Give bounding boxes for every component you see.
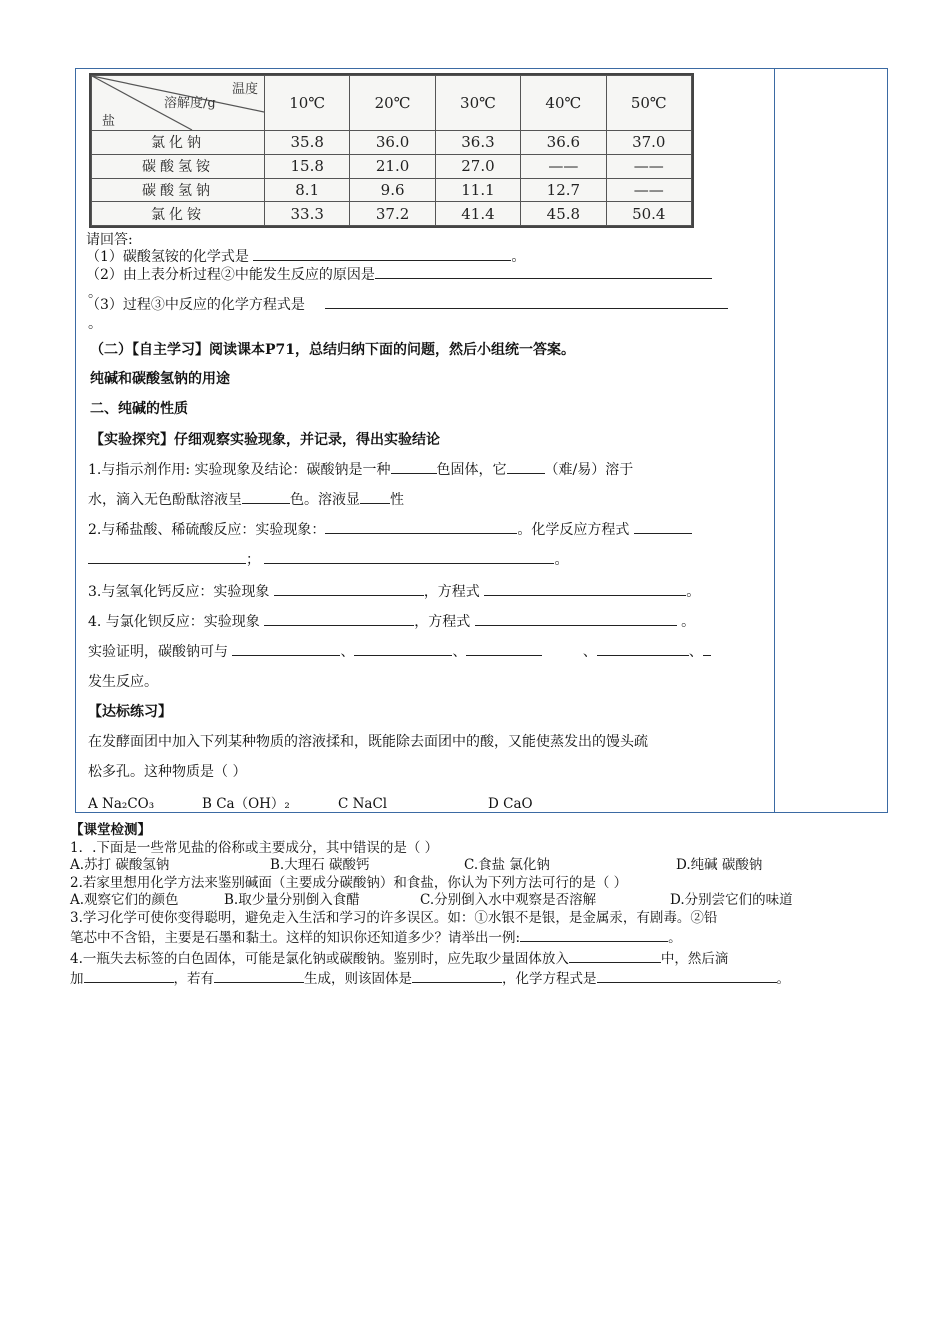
option-a[interactable]: A Na₂CO₃ (88, 796, 155, 812)
check-question-1: 1．.下面是一些常见盐的俗称或主要成分，其中错误的是（ ） (70, 839, 439, 856)
salt-name: 碳酸氢钠 (92, 178, 265, 202)
experiment-heading: 【实验探究】仔细观察实验现象，并记录，得出实验结论 (90, 432, 440, 448)
answer-blank[interactable] (253, 246, 511, 261)
salt-label: 盐 (102, 114, 116, 129)
check-question-3-line-2: 笔芯中不含铅，主要是石墨和黏土。这样的知识你还知道多少？请举出一例: 。 (70, 927, 900, 948)
column-divider (774, 69, 775, 812)
experiment-4: 4. 与氯化钡反应：实验现象 ，方程式 。 (88, 611, 695, 631)
salt-name: 氯化铵 (92, 202, 265, 226)
table-cell: 37.2 (350, 202, 435, 226)
check-question-2-options (70, 892, 900, 910)
table-cell: 11.1 (435, 178, 520, 202)
table-cell: 33.3 (265, 202, 350, 226)
answer-blank[interactable] (325, 519, 517, 534)
option-b[interactable]: B.取少量分别倒入食醋 (224, 892, 360, 908)
practice-question-line-2: 松多孔。这种物质是（ ） (88, 764, 247, 780)
table-cell: 9.6 (350, 178, 435, 202)
table-cell: 21.0 (350, 154, 435, 178)
answer-intro: 请回答: (86, 232, 133, 248)
question-1: （1）碳酸氢铵的化学式是 。 (86, 246, 525, 266)
table-row (92, 131, 692, 155)
experiment-3: 3.与氢氧化钙反应：实验现象 ，方程式 。 (88, 581, 700, 601)
experiment-1-line-2: 水，滴入无色酚酞溶液呈 色。溶液显 性 (88, 489, 404, 509)
self-study-heading: （二）【自主学习】阅读课本P71，总结归纳下面的问题，然后小组统一答案。 (90, 342, 576, 358)
answer-blank[interactable] (264, 611, 414, 626)
option-b[interactable]: B Ca（OH）₂ (202, 796, 290, 812)
table-row (92, 202, 692, 226)
check-question-2: 2.若家里想用化学方法来鉴别碱面（主要成分碳酸钠）和食盐，你认为下列方法可行的是（ ） (70, 874, 628, 891)
answer-blank[interactable] (703, 641, 711, 656)
section-2-heading: 二、纯碱的性质 (90, 401, 188, 417)
table-cell: 36.0 (350, 131, 435, 155)
check-question-1-options (70, 857, 900, 875)
table-diagonal-header (92, 76, 265, 131)
answer-blank[interactable] (84, 968, 174, 983)
answer-blank[interactable] (214, 968, 304, 983)
answer-blank[interactable] (597, 968, 777, 983)
check-question-3-line-1: 3.学习化学可使你变得聪明，避免走入生活和学习的许多误区。如：①水银不是银，是金属汞，有剧毒。②铅 (70, 909, 718, 926)
question-3-end: 。 (88, 316, 102, 332)
solubility-table (91, 75, 692, 226)
check-question-4-line-1: 4.一瓶失去标签的白色固体，可能是氯化钠或碳酸钠。鉴别时，应先取少量固体放入 中，然后滴 (70, 948, 900, 969)
answer-blank[interactable] (484, 581, 686, 596)
table-cell: 12.7 (521, 178, 606, 202)
option-c[interactable]: C.食盐 氯化钠 (464, 857, 550, 873)
answer-blank[interactable] (354, 641, 452, 656)
answer-blank[interactable] (391, 459, 437, 474)
check-question-4-line-2: 加 ，若有 生成，则该固体是 ，化学方程式是 。 (70, 968, 900, 989)
experiment-2-line-1: 2.与稀盐酸、稀硫酸反应：实验现象： 。化学反应方程式 (88, 519, 692, 539)
worksheet-frame (75, 68, 888, 813)
answer-blank[interactable] (325, 294, 728, 309)
option-d[interactable]: D.分别尝它们的味道 (670, 892, 793, 908)
option-d[interactable]: D CaO (488, 796, 533, 812)
option-b[interactable]: B.大理石 碳酸钙 (270, 857, 370, 873)
answer-blank[interactable] (264, 549, 554, 564)
option-a[interactable]: A.观察它们的颜色 (70, 892, 179, 908)
answer-blank[interactable] (360, 489, 390, 504)
experiment-proof: 实验证明，碳酸钠可与 、 、 、 、 (88, 641, 711, 661)
practice-options (88, 792, 533, 812)
salt-name: 碳酸氢铵 (92, 154, 265, 178)
table-cell: 36.3 (435, 131, 520, 155)
answer-blank[interactable] (242, 489, 290, 504)
option-c[interactable]: C NaCl (338, 796, 388, 812)
table-cell: 27.0 (435, 154, 520, 178)
table-cell: 41.4 (435, 202, 520, 226)
option-c[interactable]: C.分别倒入水中观察是否溶解 (420, 892, 597, 908)
table-cell: —— (606, 178, 691, 202)
answer-blank[interactable] (520, 927, 668, 942)
question-3: （3）过程③中反应的化学方程式是 (86, 294, 728, 314)
solubility-label: 溶解度/g (164, 96, 216, 111)
salt-name: 氯化钠 (92, 131, 265, 155)
table-cell: 45.8 (521, 202, 606, 226)
answer-blank[interactable] (597, 641, 689, 656)
solubility-table-image (89, 73, 694, 228)
practice-question-line-1: 在发酵面团中加入下列某种物质的溶液揉和，既能除去面团中的酸，又能使蒸发出的馒头疏 (88, 734, 648, 750)
table-cell: 8.1 (265, 178, 350, 202)
col-header: 40℃ (521, 76, 606, 131)
temp-label: 温度 (231, 82, 258, 97)
table-cell: 35.8 (265, 131, 350, 155)
table-cell: —— (606, 154, 691, 178)
col-header: 50℃ (606, 76, 691, 131)
experiment-2-line-2: ； 。 (88, 549, 568, 569)
answer-blank[interactable] (634, 519, 692, 534)
option-d[interactable]: D.纯碱 碳酸钠 (676, 857, 763, 873)
class-check-title: 【课堂检测】 (70, 822, 151, 838)
col-header: 30℃ (435, 76, 520, 131)
class-check-section (70, 822, 900, 989)
practice-heading: 【达标练习】 (88, 704, 172, 720)
answer-blank[interactable] (412, 968, 502, 983)
table-cell: 50.4 (606, 202, 691, 226)
option-a[interactable]: A.苏打 碳酸氢钠 (70, 857, 170, 873)
table-cell: 15.8 (265, 154, 350, 178)
uses-title: 纯碱和碳酸氢钠的用途 (90, 371, 230, 387)
table-row (92, 178, 692, 202)
answer-blank[interactable] (569, 948, 661, 963)
experiment-proof-end: 发生反应。 (88, 674, 158, 690)
table-cell: —— (521, 154, 606, 178)
answer-blank[interactable] (375, 264, 712, 279)
question-2: （2）由上表分析过程②中能发生反应的原因是 (86, 264, 712, 284)
question-2-end: 。 (88, 285, 102, 301)
answer-blank[interactable] (274, 581, 424, 596)
answer-blank[interactable] (475, 611, 677, 626)
table-cell: 37.0 (606, 131, 691, 155)
table-cell: 36.6 (521, 131, 606, 155)
answer-blank[interactable] (88, 549, 246, 564)
answer-blank[interactable] (507, 459, 545, 474)
experiment-1-line-1: 1.与指示剂作用: 实验现象及结论：碳酸钠是一种 色固体，它 （难/易）溶于 (88, 459, 633, 479)
col-header: 20℃ (350, 76, 435, 131)
answer-blank[interactable] (466, 641, 542, 656)
col-header: 10℃ (265, 76, 350, 131)
answer-blank[interactable] (232, 641, 340, 656)
table-row (92, 154, 692, 178)
